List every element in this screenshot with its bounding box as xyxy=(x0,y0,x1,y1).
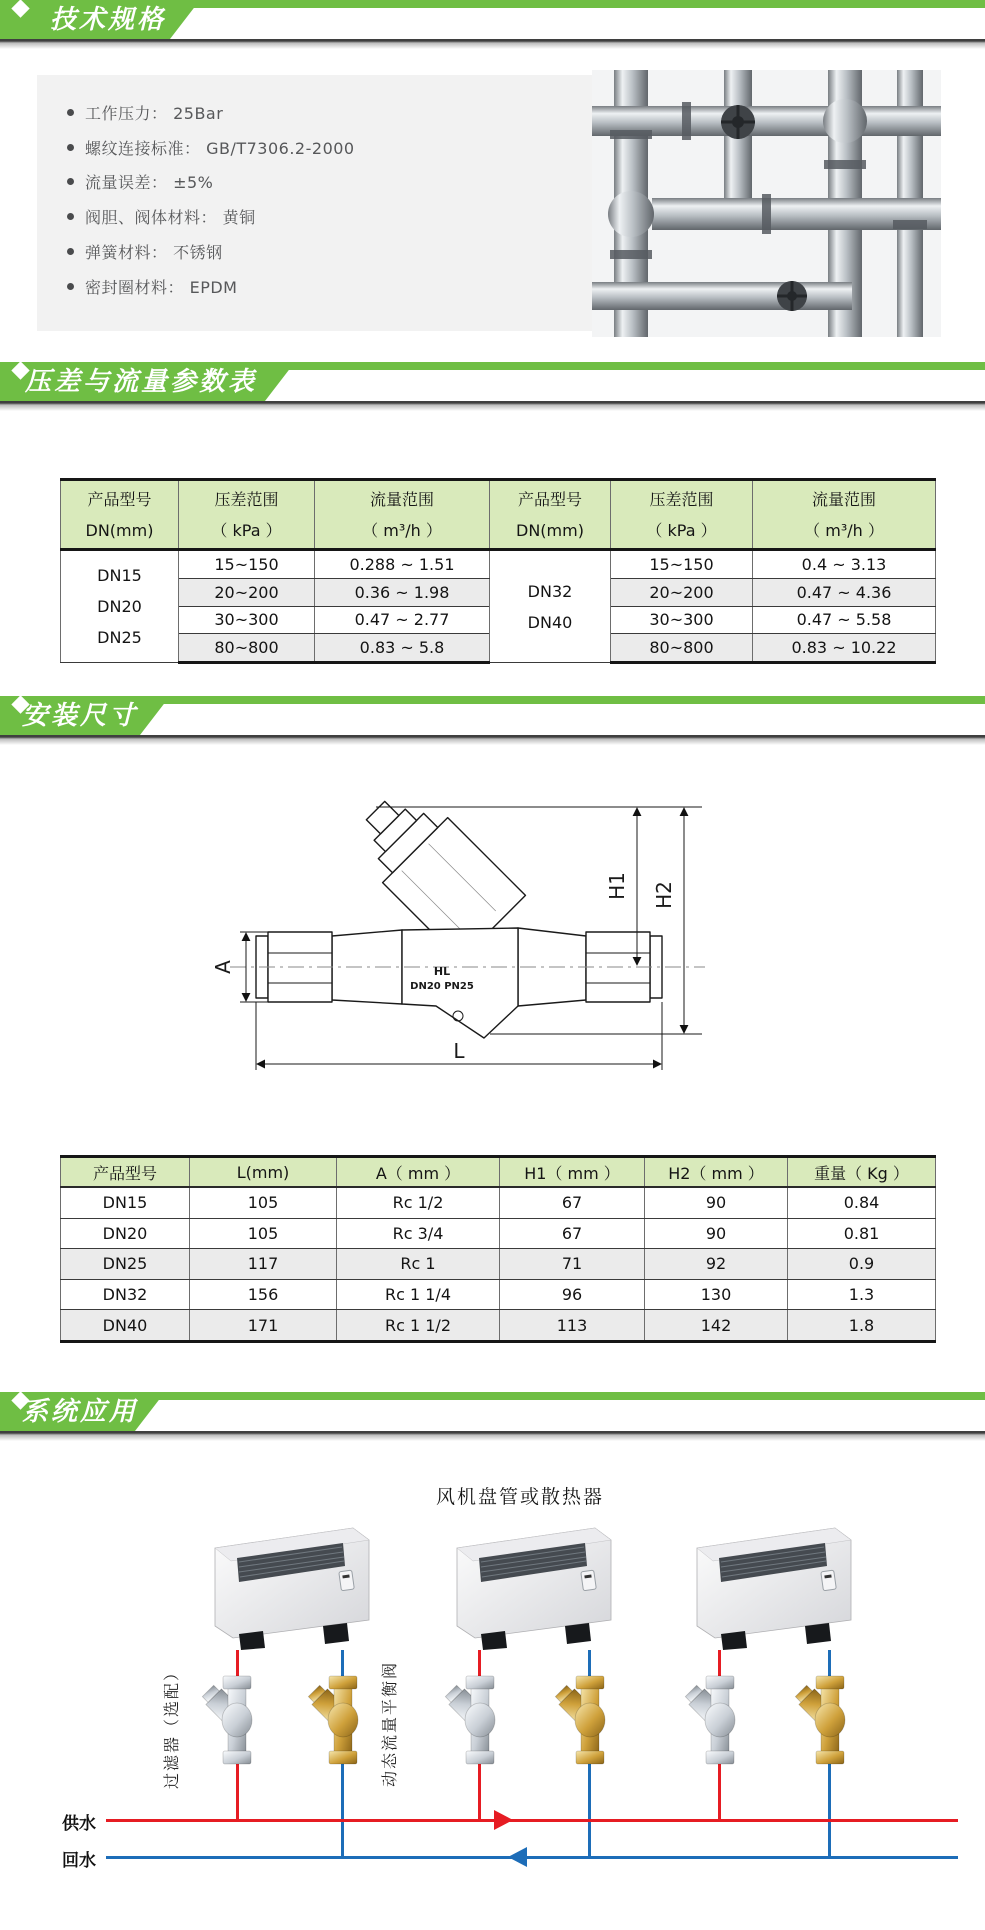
band-shadow xyxy=(0,39,985,49)
table-cell: DN25 xyxy=(61,1249,190,1280)
table-cell: 0.83 ~ 5.8 xyxy=(315,634,490,663)
column-header: 产品型号 xyxy=(61,1157,190,1188)
column-header: 压差范围 （ kPa ） xyxy=(611,480,753,550)
pipe-elbow xyxy=(823,99,867,143)
table-cell: Rc 1/2 xyxy=(337,1187,500,1218)
valve-outline xyxy=(256,778,662,1038)
return-main-pipe xyxy=(106,1856,958,1859)
table-cell: 15~150 xyxy=(179,550,315,579)
valve-dimension-drawing xyxy=(200,750,720,1125)
bullet-icon xyxy=(67,283,74,290)
return-riser xyxy=(588,1763,591,1859)
flow-table xyxy=(60,478,936,664)
supply-riser xyxy=(478,1763,481,1821)
pipe-coupling xyxy=(610,130,652,139)
table-cell: 30~300 xyxy=(179,606,315,634)
bullet-icon xyxy=(67,109,74,116)
table-cell: 92 xyxy=(645,1249,788,1280)
table-cell: 105 xyxy=(190,1187,337,1218)
strainer-valve xyxy=(440,1675,520,1765)
band-shadow xyxy=(0,1431,985,1441)
table-cell: 67 xyxy=(500,1218,645,1249)
table-cell: 105 xyxy=(190,1218,337,1249)
spec-item xyxy=(67,165,355,200)
table-cell: 90 xyxy=(645,1218,788,1249)
section-title-flow: 压差与流量参数表 xyxy=(25,367,258,397)
spec-item xyxy=(67,95,355,130)
pipes-photo xyxy=(592,70,941,337)
spec-item xyxy=(67,130,355,165)
bullet-icon xyxy=(67,213,74,220)
spec-list xyxy=(67,95,355,304)
pipe-horizontal xyxy=(592,282,852,310)
column-header: H2（ mm ） xyxy=(645,1157,788,1188)
column-header: H1（ mm ） xyxy=(500,1157,645,1188)
table-cell: 20~200 xyxy=(611,578,753,606)
bullet-icon xyxy=(67,248,74,255)
table-row xyxy=(61,1187,936,1218)
pipe-vertical xyxy=(724,70,752,220)
flow-table-header-row xyxy=(61,480,936,550)
valve-marking-model: DN20 PN25 xyxy=(410,981,474,992)
column-header: 压差范围 （ kPa ） xyxy=(179,480,315,550)
table-row xyxy=(61,1279,936,1310)
table-cell: DN20 xyxy=(61,1218,190,1249)
balancing-valve xyxy=(790,1675,870,1765)
table-cell: 71 xyxy=(500,1249,645,1280)
table-row xyxy=(61,1249,936,1280)
table-cell: 0.288 ~ 1.51 xyxy=(315,550,490,579)
return-label: 回水 xyxy=(62,1851,96,1871)
table-cell: DN15 xyxy=(61,1187,190,1218)
section-title-application: 系统应用 xyxy=(22,1397,139,1427)
pipe-coupling xyxy=(682,102,691,140)
table-cell: 30~300 xyxy=(611,606,753,634)
application-diagram-title: 风机盘管或散热器 xyxy=(435,1486,604,1508)
table-cell: 0.83 ~ 10.22 xyxy=(753,634,936,663)
strainer-label: 过滤器（选配） xyxy=(162,1663,181,1790)
column-header: A（ mm ） xyxy=(337,1157,500,1188)
table-row xyxy=(61,1310,936,1342)
balancing-valve xyxy=(303,1675,383,1765)
supply-riser xyxy=(236,1763,239,1821)
table-cell: 80~800 xyxy=(179,634,315,663)
valve-handwheel-icon xyxy=(721,105,755,139)
bullet-icon xyxy=(67,144,74,151)
table-cell: 0.47 ~ 5.58 xyxy=(753,606,936,634)
table-cell: 80~800 xyxy=(611,634,753,663)
supply-riser xyxy=(718,1650,721,1678)
spec-panel xyxy=(37,75,592,331)
table-cell: 0.47 ~ 2.77 xyxy=(315,606,490,634)
supply-label: 供水 xyxy=(62,1814,96,1834)
table-cell: 117 xyxy=(190,1249,337,1280)
pipe-elbow xyxy=(608,191,654,237)
supply-riser xyxy=(718,1763,721,1821)
supply-riser xyxy=(478,1650,481,1678)
table-cell: 130 xyxy=(645,1279,788,1310)
table-cell: Rc 1 1/4 xyxy=(337,1279,500,1310)
table-cell: 1.8 xyxy=(788,1310,936,1342)
table-cell: 156 xyxy=(190,1279,337,1310)
model-group-right: DN32 DN40 xyxy=(490,550,611,663)
supply-flow-arrow-icon xyxy=(494,1810,513,1830)
spec-text: 工作压力： 25Bar xyxy=(85,103,224,123)
table-row xyxy=(61,550,936,579)
return-riser xyxy=(828,1650,831,1678)
spec-text: 流量误差： ±5% xyxy=(85,173,214,193)
band-shadow xyxy=(0,401,985,411)
section-band-install xyxy=(0,696,985,746)
table-cell: 1.3 xyxy=(788,1279,936,1310)
table-cell: 15~150 xyxy=(611,550,753,579)
balancing-valve-label: 动态流量平衡阀 xyxy=(380,1661,399,1788)
table-cell: 90 xyxy=(645,1187,788,1218)
spec-text: 密封圈材料： EPDM xyxy=(85,277,238,297)
dim-label-h2: H2 xyxy=(652,881,676,909)
pipe-coupling xyxy=(824,160,866,169)
dimension-table-header-row xyxy=(61,1157,936,1188)
pipe-coupling xyxy=(610,250,652,259)
table-cell: 0.84 xyxy=(788,1187,936,1218)
column-header: L(mm) xyxy=(190,1157,337,1188)
fan-coil-unit xyxy=(447,1514,617,1650)
section-band-application xyxy=(0,1392,985,1442)
return-riser xyxy=(341,1650,344,1678)
table-row xyxy=(61,1218,936,1249)
column-header: 产品型号 DN(mm) xyxy=(61,480,179,550)
table-cell: 0.4 ~ 3.13 xyxy=(753,550,936,579)
table-cell: Rc 1 1/2 xyxy=(337,1310,500,1342)
supply-riser xyxy=(236,1650,239,1678)
spec-text: 阀胆、阀体材料： 黄铜 xyxy=(85,208,256,228)
strainer-valve xyxy=(680,1675,760,1765)
table-cell: 171 xyxy=(190,1310,337,1342)
column-header: 重量（ Kg ） xyxy=(788,1157,936,1188)
table-cell: 113 xyxy=(500,1310,645,1342)
section-title-specs: 技术规格 xyxy=(50,5,167,35)
spec-item xyxy=(67,269,355,304)
table-cell: Rc 3/4 xyxy=(337,1218,500,1249)
section-title-install: 安装尺寸 xyxy=(22,701,139,731)
return-riser xyxy=(341,1763,344,1859)
pipe-coupling xyxy=(893,220,927,229)
column-header: 流量范围 （ m³/h ） xyxy=(315,480,490,550)
column-header: 流量范围 （ m³/h ） xyxy=(753,480,936,550)
model-group-left: DN15 DN20 DN25 xyxy=(61,550,179,663)
section-band-specs xyxy=(0,0,985,50)
band-shadow xyxy=(0,735,985,745)
table-cell: 0.81 xyxy=(788,1218,936,1249)
dim-label-a: A xyxy=(211,960,235,974)
table-cell: Rc 1 xyxy=(337,1249,500,1280)
table-cell: DN32 xyxy=(61,1279,190,1310)
table-cell: 96 xyxy=(500,1279,645,1310)
table-cell: 0.36 ~ 1.98 xyxy=(315,578,490,606)
dim-label-h1: H1 xyxy=(605,872,629,900)
table-cell: 142 xyxy=(645,1310,788,1342)
spec-text: 弹簧材料： 不锈钢 xyxy=(85,243,223,263)
fan-coil-unit xyxy=(205,1514,375,1650)
return-riser xyxy=(588,1650,591,1678)
fan-coil-unit xyxy=(687,1514,857,1650)
dimension-table xyxy=(60,1155,936,1343)
valve-marking-brand: HL xyxy=(433,965,451,978)
return-riser xyxy=(828,1763,831,1859)
strainer-valve xyxy=(197,1675,277,1765)
pipe-coupling xyxy=(762,194,771,234)
table-cell: 67 xyxy=(500,1187,645,1218)
spec-item xyxy=(67,199,355,234)
table-cell: DN40 xyxy=(61,1310,190,1342)
table-cell: 0.9 xyxy=(788,1249,936,1280)
spec-item xyxy=(67,234,355,269)
supply-main-pipe xyxy=(106,1819,958,1822)
section-band-flow xyxy=(0,362,985,412)
bullet-icon xyxy=(67,178,74,185)
valve-handwheel-icon xyxy=(777,281,807,311)
table-cell: 20~200 xyxy=(179,578,315,606)
table-cell: 0.47 ~ 4.36 xyxy=(753,578,936,606)
balancing-valve xyxy=(550,1675,630,1765)
spec-text: 螺纹连接标准： GB/T7306.2-2000 xyxy=(85,138,355,158)
dim-label-l: L xyxy=(453,1039,465,1063)
return-flow-arrow-icon xyxy=(508,1847,527,1867)
column-header: 产品型号 DN(mm) xyxy=(490,480,611,550)
